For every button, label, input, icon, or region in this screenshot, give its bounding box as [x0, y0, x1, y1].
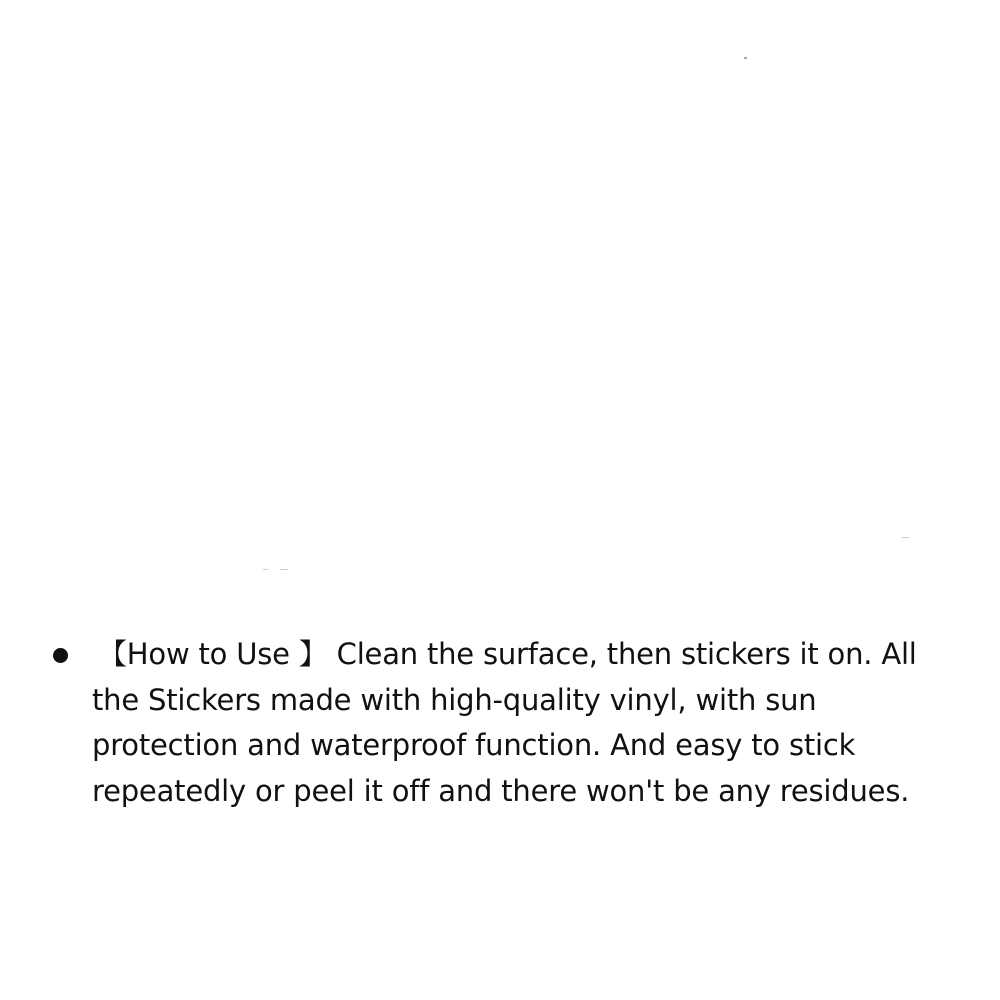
how-to-use-label: 【How to Use 】 [98, 637, 328, 671]
feature-bullet-list [0, 632, 1000, 814]
scan-speck [263, 569, 268, 570]
how-to-use-description: Clean the surface, then stickers it on. All the Stickers made with high-quality vinyl, with sun protection and waterproof function. And easy to stick repeatedly or peel it off and there won't be any residues. [92, 637, 917, 808]
scan-speck [280, 569, 288, 570]
bullet-icon [53, 648, 68, 663]
bullet-text [92, 632, 940, 814]
scan-speck [902, 537, 909, 538]
list-item [0, 632, 1000, 814]
scan-speck [744, 57, 747, 59]
